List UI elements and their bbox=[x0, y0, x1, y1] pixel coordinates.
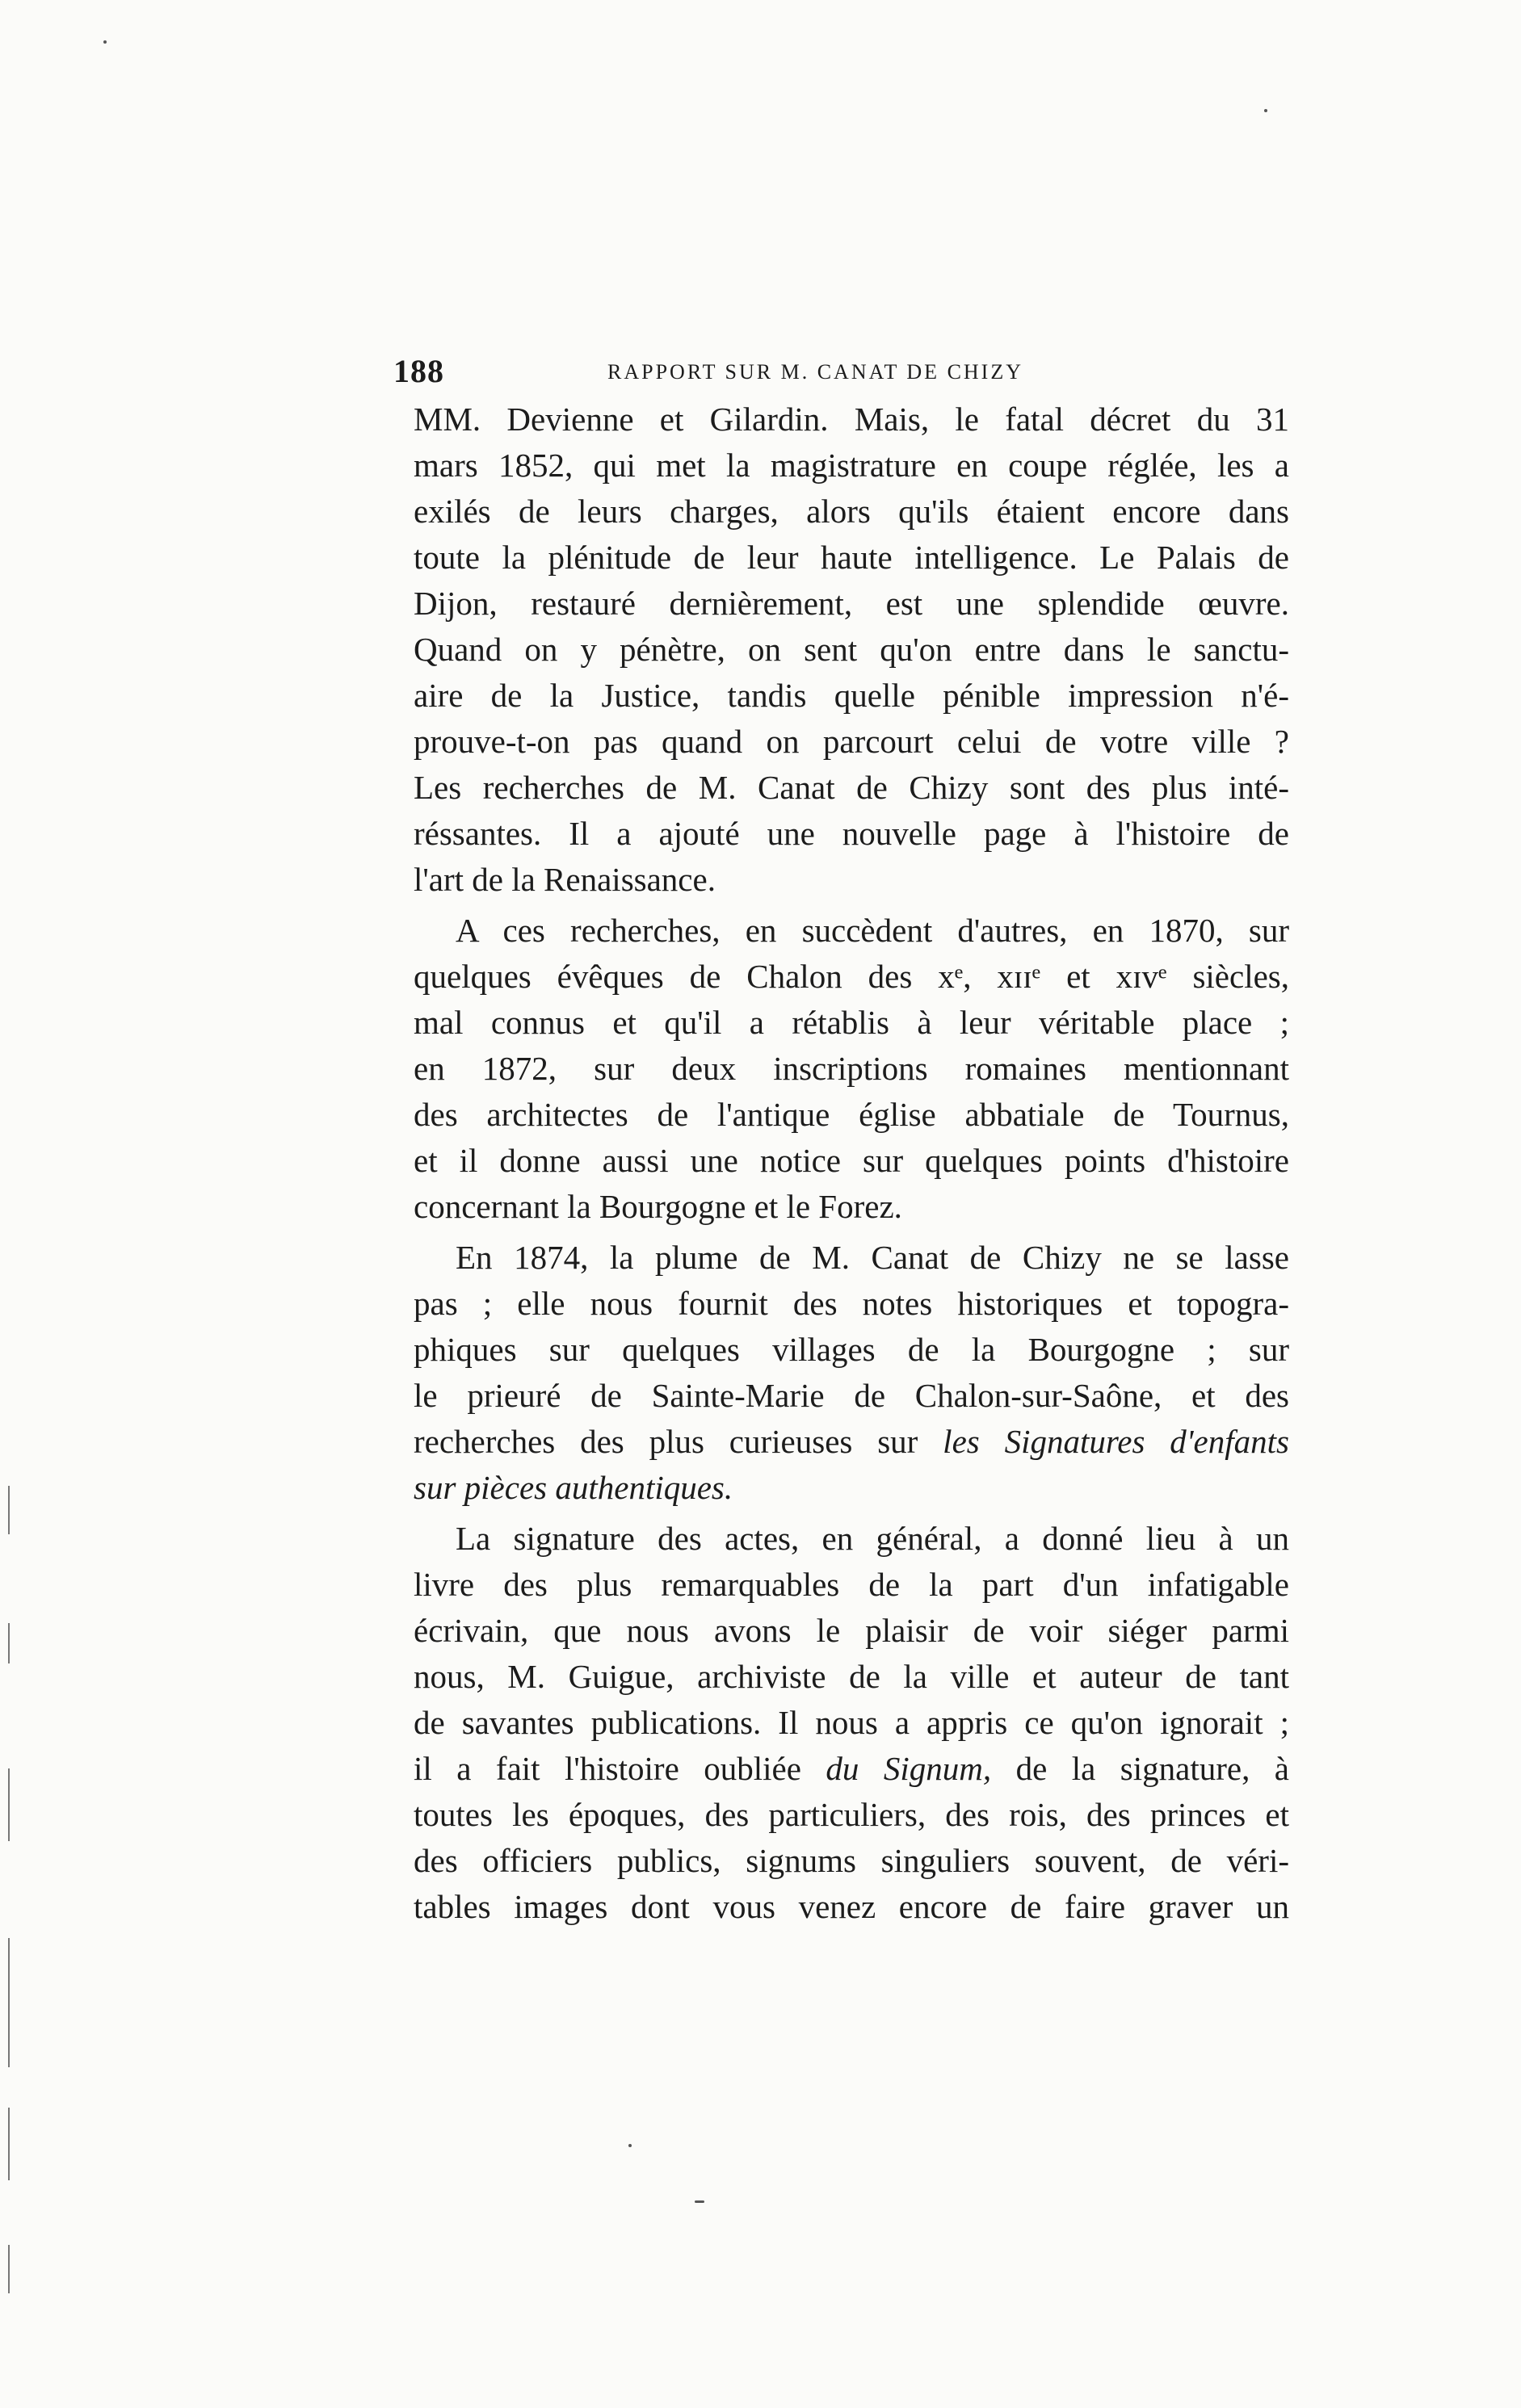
running-head: RAPPORT SUR M. CANAT DE CHIZY bbox=[607, 360, 1023, 384]
scan-edge-mark bbox=[8, 1486, 10, 1534]
text-line: aire de la Justice, tandis quelle pénible impression n'é- bbox=[414, 677, 1289, 714]
paragraph-1 bbox=[414, 396, 1289, 903]
scan-edge-mark bbox=[8, 2245, 10, 2293]
text-line: nous, M. Guigue, archiviste de la ville et auteur de tant bbox=[414, 1658, 1289, 1695]
text-segment: de la signature, à bbox=[991, 1750, 1289, 1787]
page-number: 188 bbox=[393, 353, 444, 389]
text-line: des officiers publics, signums singuliers souvent, de véri- bbox=[414, 1842, 1289, 1879]
text-line: de savantes publications. Il nous a appris ce qu'on ignorait ; bbox=[414, 1704, 1289, 1741]
scan-speck bbox=[1264, 109, 1267, 112]
text-line-mixed bbox=[414, 1746, 1289, 1792]
text-line-italic bbox=[414, 1465, 1289, 1511]
text-line: toute la plénitude de leur haute intelligence. Le Palais de bbox=[414, 539, 1289, 576]
text-line-mixed bbox=[414, 1419, 1289, 1465]
paragraph-4 bbox=[414, 1516, 1289, 1930]
text-line: phiques sur quelques villages de la Bourgogne ; sur bbox=[414, 1331, 1289, 1368]
text-line: Les recherches de M. Canat de Chizy sont des plus inté- bbox=[414, 769, 1289, 806]
text-segment: il a fait l'histoire oubliée bbox=[414, 1750, 826, 1787]
paragraph-3 bbox=[414, 1235, 1289, 1511]
text-line: mal connus et qu'il a rétablis à leur véritable place ; bbox=[414, 1004, 1289, 1041]
scan-speck bbox=[695, 2200, 704, 2203]
scan-edge-mark bbox=[8, 2108, 10, 2180]
scan-edge-mark bbox=[8, 1938, 10, 2067]
scan-edge-mark bbox=[8, 1623, 10, 1663]
italic-title: sur pièces authentiques. bbox=[414, 1469, 733, 1506]
text-line: prouve-t-on pas quand on parcourt celui de votre ville ? bbox=[414, 723, 1289, 760]
text-line: En 1874, la plume de M. Canat de Chizy ne se lasse bbox=[456, 1239, 1289, 1276]
italic-title: les Signatures d'enfants bbox=[943, 1423, 1289, 1460]
text-line: livre des plus remarquables de la part d'un infatigable bbox=[414, 1566, 1289, 1603]
text-line: mars 1852, qui met la magistrature en coupe réglée, les a bbox=[414, 447, 1289, 484]
text-line: pas ; elle nous fournit des notes historiques et topogra- bbox=[414, 1285, 1289, 1322]
text-line: La signature des actes, en général, a donné lieu à un bbox=[456, 1520, 1289, 1557]
text-line: et il donne aussi une notice sur quelques points d'histoire bbox=[414, 1142, 1289, 1179]
text-line: Dijon, restauré dernièrement, est une splendide œuvre. bbox=[414, 585, 1289, 622]
scan-edge-mark bbox=[8, 1768, 10, 1841]
text-line: des architectes de l'antique église abbatiale de Tournus, bbox=[414, 1096, 1289, 1133]
text-line: réssantes. Il a ajouté une nouvelle page à l'histoire de bbox=[414, 815, 1289, 852]
text-line: MM. Devienne et Gilardin. Mais, le fatal décret du 31 bbox=[414, 401, 1289, 438]
text-line: en 1872, sur deux inscriptions romaines mentionnant bbox=[414, 1050, 1289, 1087]
text-line: Quand on y pénètre, on sent qu'on entre dans le sanctu- bbox=[414, 631, 1289, 668]
italic-term: du Signum, bbox=[826, 1750, 992, 1787]
scan-speck bbox=[103, 40, 107, 44]
text-line: concernant la Bourgogne et le Forez. bbox=[414, 1188, 902, 1225]
scan-speck bbox=[628, 2144, 632, 2147]
text-line: exilés de leurs charges, alors qu'ils étaient encore dans bbox=[414, 493, 1289, 530]
text-segment: recherches des plus curieuses sur bbox=[414, 1423, 943, 1460]
text-line: l'art de la Renaissance. bbox=[414, 861, 716, 898]
text-line: écrivain, que nous avons le plaisir de voir siéger parmi bbox=[414, 1612, 1289, 1649]
text-line: toutes les époques, des particuliers, des rois, des princes et bbox=[414, 1796, 1289, 1833]
text-line: tables images dont vous venez encore de faire graver un bbox=[414, 1888, 1289, 1925]
page-header bbox=[393, 352, 1068, 392]
body-text bbox=[414, 396, 1289, 1930]
paragraph-2 bbox=[414, 908, 1289, 1230]
text-line: quelques évêques de Chalon des xᵉ, xɪɪᵉ et xɪvᵉ siècles, bbox=[414, 958, 1289, 995]
text-line: le prieuré de Sainte-Marie de Chalon-sur-Saône, et des bbox=[414, 1377, 1289, 1414]
text-line: A ces recherches, en succèdent d'autres, en 1870, sur bbox=[456, 912, 1289, 949]
